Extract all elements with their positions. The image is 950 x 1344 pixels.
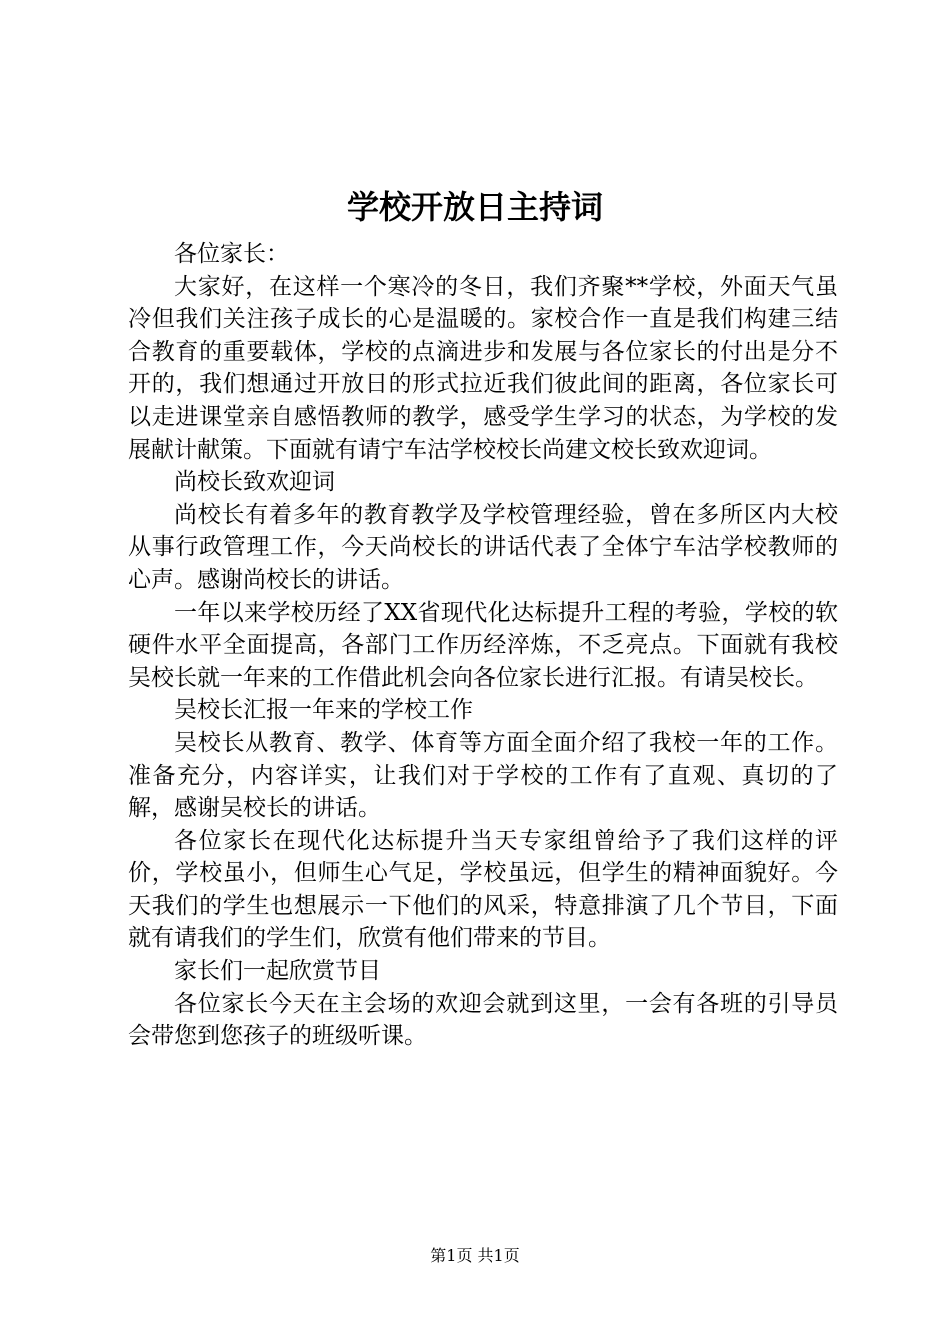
paragraph-thanks-principal-shang: 尚校长有着多年的教育教学及学校管理经验，曾在多所区内大校从事行政管理工作，今天尚校长的讲话代表了全体宁车沽学校教师的心声。感谢尚校长的讲话。 (128, 501, 838, 593)
paragraph-opening: 大家好，在这样一个寒冷的冬日，我们齐聚**学校，外面天气虽冷但我们关注孩子成长的心是温暖的。家校合作一直是我们构建三结合教育的重要载体，学校的点滴进步和发展与各位家长的付出是分不开的，我们想通过开放日的形式拉近我们彼此间的距离，各位家长可以走进课堂亲自感悟教师的教学，感受学生学习的状态，为学校的发展献计献策。下面就有请宁车沽学校校长尚建文校长致欢迎词。 (128, 273, 838, 463)
paragraph-enjoy-performance: 家长们一起欣赏节目 (174, 958, 381, 985)
paragraph-closing: 各位家长今天在主会场的欢迎会就到这里，一会有各班的引导员会带您到您孩子的班级听课。 (128, 990, 838, 1050)
document-title: 学校开放日主持词 (346, 188, 603, 226)
paragraph-greeting: 各位家长： (174, 241, 289, 267)
document-body (128, 238, 838, 1053)
paragraph-student-performance-intro: 各位家长在现代化达标提升当天专家组曾给予了我们这样的评价，学校虽小，但师生心气足，学校虽远，但学生的精神面貌好。今天我们的学生也想展示一下他们的风采，特意排演了几个节目，下面就有请我们的学生们，欣赏有他们带来的节目。 (128, 827, 838, 952)
paragraph-thanks-principal-wu: 吴校长从教育、教学、体育等方面全面介绍了我校一年的工作。准备充分，内容详实，让我们对于学校的工作有了直观、真切的了解，感谢吴校长的讲话。 (128, 729, 838, 822)
page-footer: 第1页 共1页 (430, 1246, 520, 1265)
paragraph-principal-welcome: 尚校长致欢迎词 (174, 469, 335, 496)
paragraph-year-review-intro: 一年以来学校历经了XX省现代化达标提升工程的考验，学校的软硬件水平全面提高，各部门工作历经淬炼，不乏亮点。下面就有我校吴校长就一年来的工作借此机会向各位家长进行汇报。有请吴校长。 (128, 599, 838, 691)
paragraph-principal-wu-report: 吴校长汇报一年来的学校工作 (174, 697, 473, 724)
